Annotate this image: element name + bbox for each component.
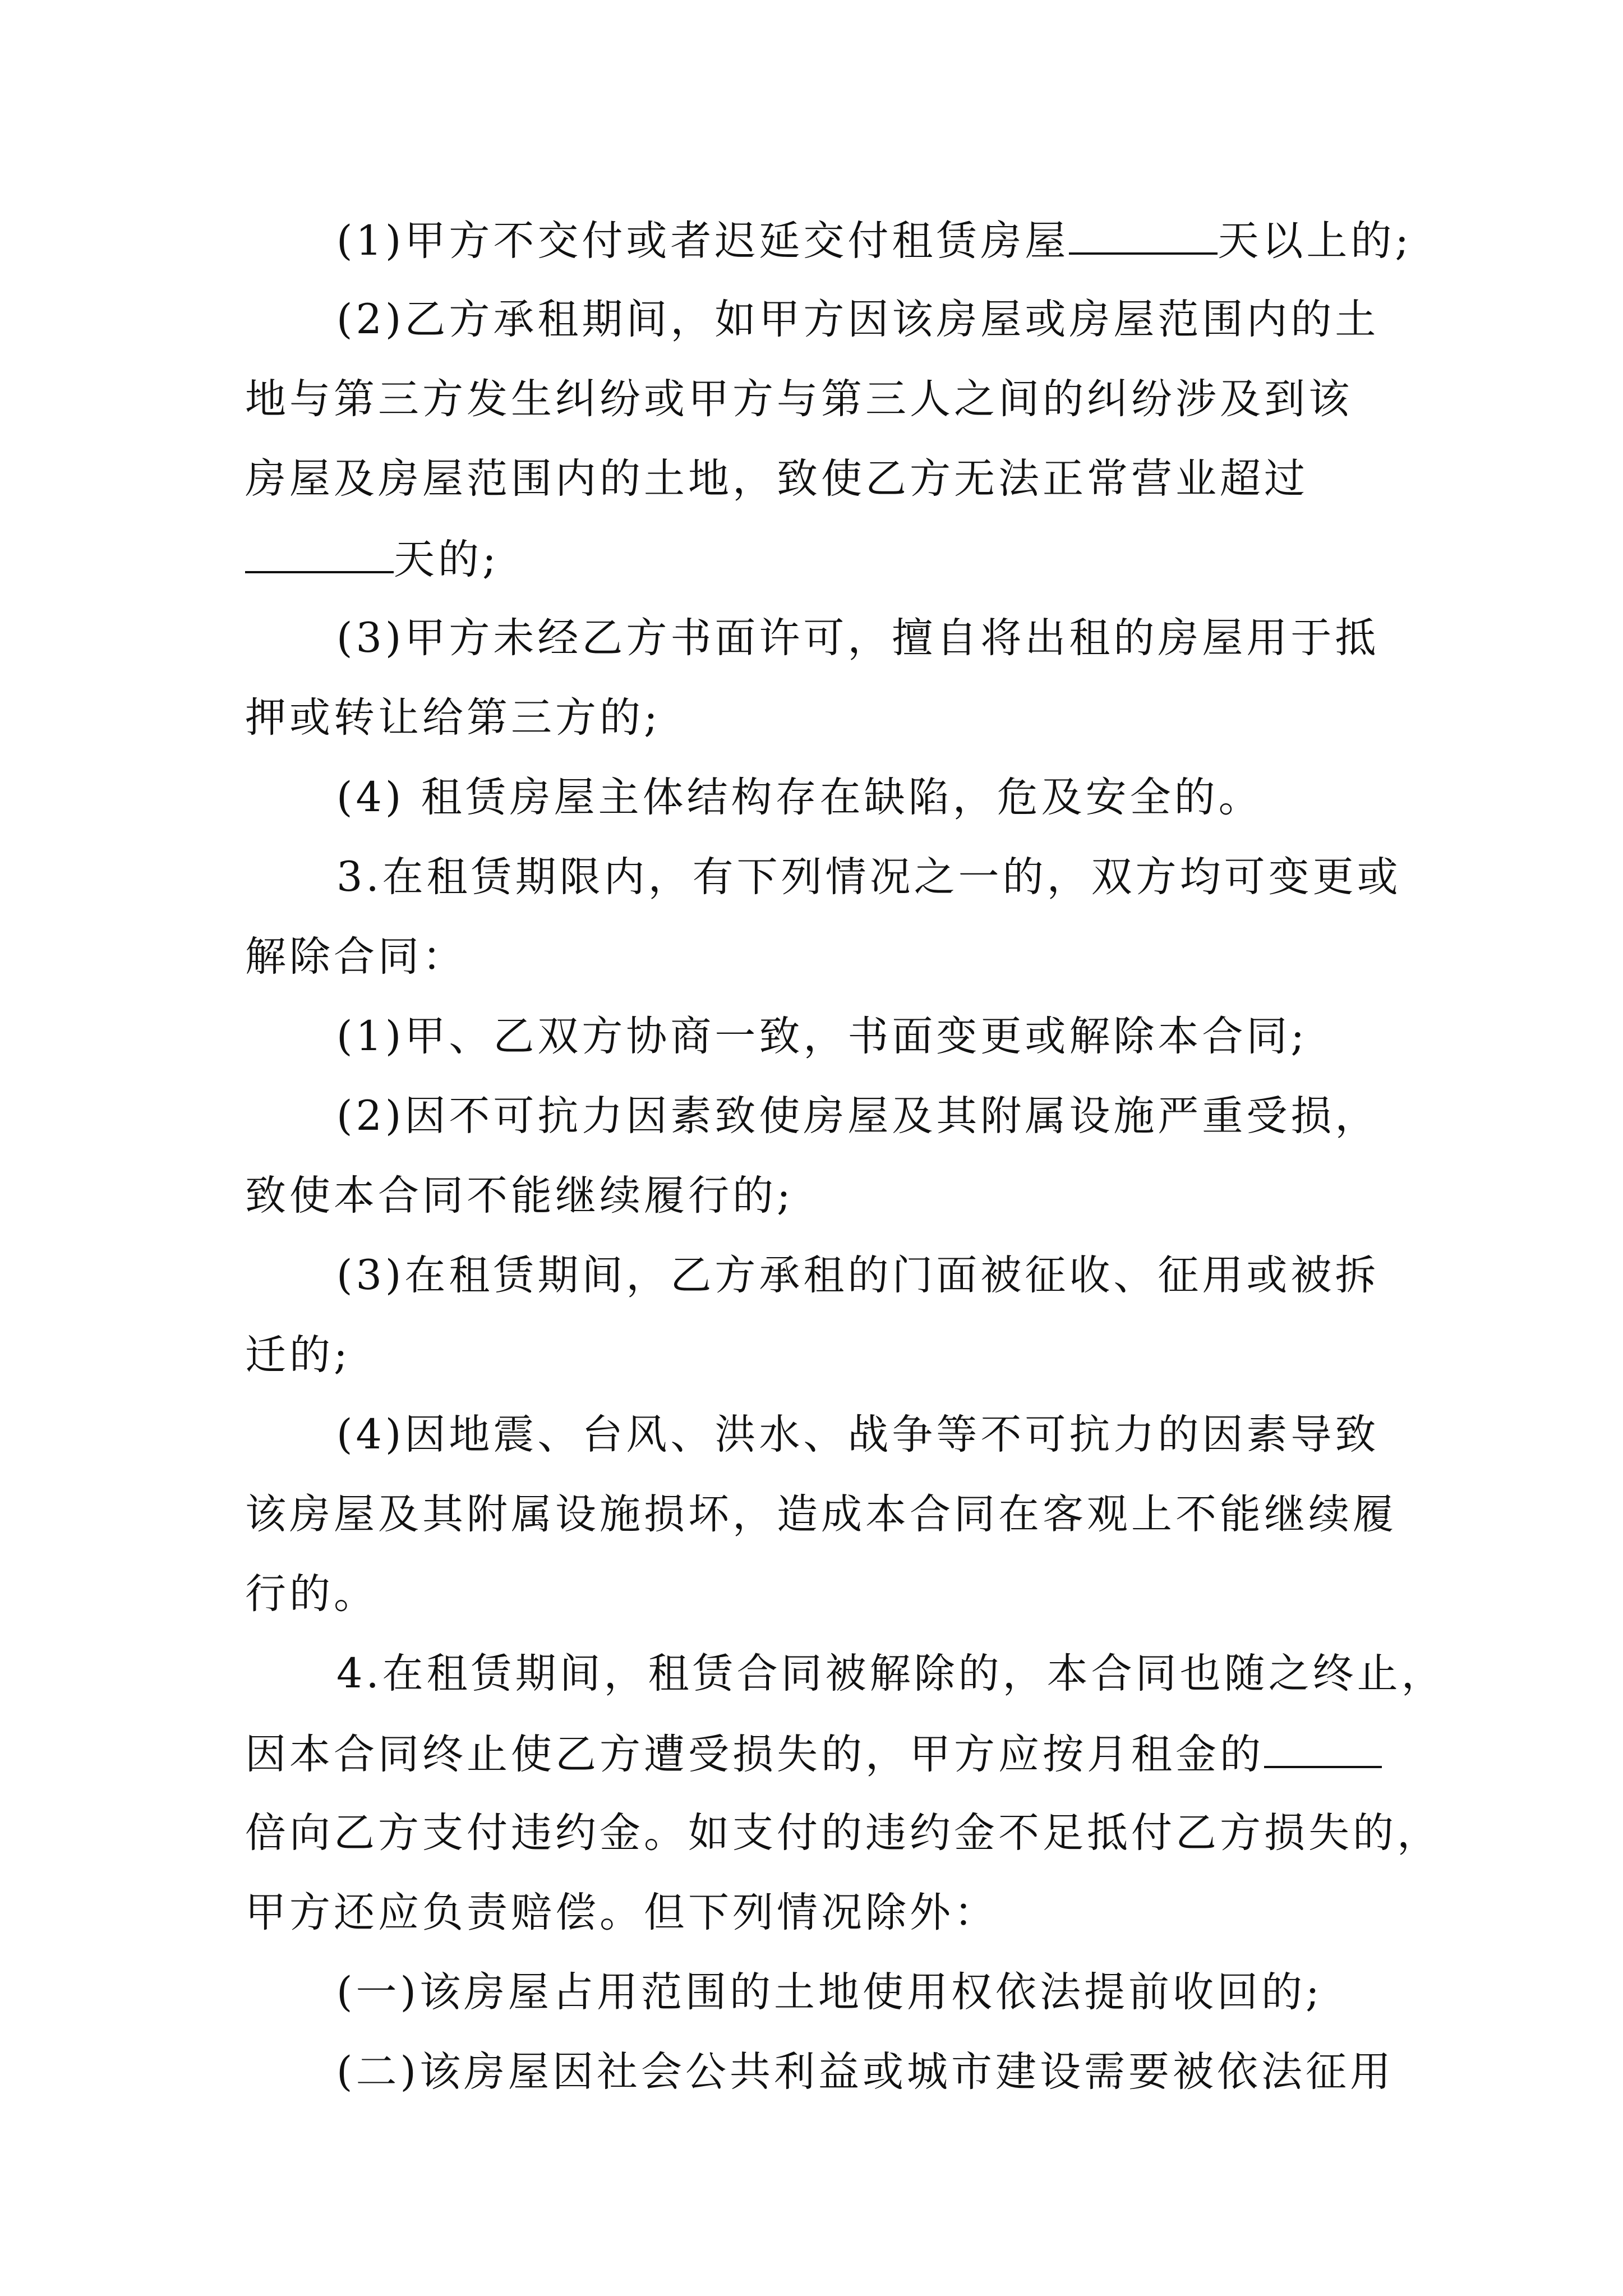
text-line: 3.在租赁期限内，有下列情况之一的，双方均可变更或 — [336, 853, 1401, 901]
text-line: (4)因地震、台风、洪水、战争等不可抗力的因素导致 — [336, 1411, 1380, 1458]
text-line — [0, 213, 1623, 268]
fill-in-blank — [1069, 213, 1218, 255]
text-line: 该房屋及其附属设施损坏，造成本合同在客观上不能继续履 — [245, 1490, 1397, 1538]
text-line — [0, 1727, 1623, 1782]
text-line: 行的。 — [245, 1570, 378, 1618]
text-line: 迁的; — [245, 1331, 351, 1379]
text-line: 押或转让给第三方的; — [245, 694, 661, 742]
text-line: 地与第三方发生纠纷或甲方与第三人之间的纠纷涉及到该 — [245, 375, 1353, 423]
text-line: (1)甲、乙双方协商一致，书面变更或解除本合同; — [336, 1013, 1308, 1060]
text-line: (二)该房屋因社会公共利益或城市建设需要被依法征用 — [336, 2048, 1394, 2096]
fill-in-blank — [245, 532, 394, 573]
text-segment: 天的; — [394, 536, 500, 583]
text-line: 致使本合同不能继续履行的; — [245, 1172, 794, 1220]
fill-in-blank — [1264, 1727, 1382, 1768]
text-line: 4.在租赁期间，租赁合同被解除的，本合同也随之终止， — [336, 1650, 1446, 1697]
text-line: 甲方还应负责赔偿。但下列情况除外： — [245, 1889, 998, 1936]
text-segment: (1)甲方不交付或者迟延交付租赁房屋 — [336, 217, 1069, 265]
text-line: (3)在租赁期间，乙方承租的门面被征收、征用或被拆 — [336, 1251, 1380, 1299]
text-line: (3)甲方未经乙方书面许可，擅自将出租的房屋用于抵 — [336, 614, 1380, 662]
text-line — [0, 532, 1623, 587]
text-segment: 因本合同终止使乙方遭受损失的，甲方应按月租金的 — [245, 1731, 1264, 1778]
text-line: (2)乙方承租期间，如甲方因该房屋或房屋范围内的土 — [336, 296, 1380, 343]
text-line: (一)该房屋占用范围的土地使用权依法提前收回的; — [336, 1968, 1323, 2016]
text-line: 倍向乙方支付违约金。如支付的违约金不足抵付乙方损失的， — [245, 1809, 1441, 1857]
text-line: (2)因不可抗力因素致使房屋及其附属设施严重受损， — [336, 1092, 1380, 1140]
text-line: 房屋及房屋范围内的土地，致使乙方无法正常营业超过 — [245, 455, 1308, 503]
text-line: 解除合同： — [245, 933, 467, 981]
text-line: (4) 租赁房屋主体结构存在缺陷，危及安全的。 — [336, 774, 1263, 821]
text-segment: 天以上的; — [1218, 217, 1413, 265]
